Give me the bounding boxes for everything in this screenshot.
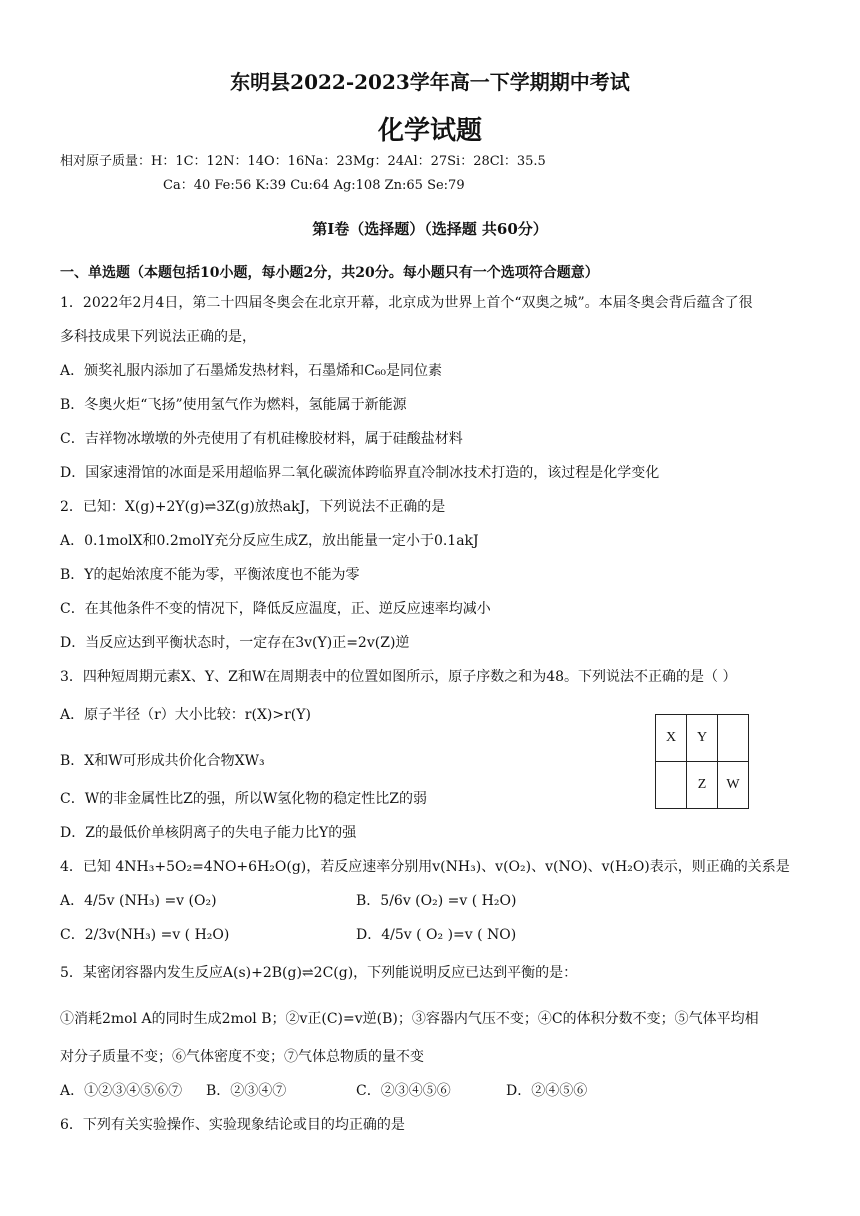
section-title: 第Ⅰ卷（选择题）（选择题 共60分） bbox=[312, 220, 548, 238]
pt-cell: W bbox=[718, 762, 749, 809]
q5-stem-line-1: 5．某密闭容器内发生反应A(s)+2B(g)⇌2C(g)，下列能说明反应已达到平衡的是： bbox=[60, 965, 578, 981]
pt-cell bbox=[656, 762, 687, 809]
q2-option-c: C．在其他条件不变的情况下，降低反应温度，正、逆反应速率均减小 bbox=[60, 601, 491, 617]
q5-stem-line-2: ①消耗2mol A的同时生成2mol B；②v正(C)=v逆(B)；③容器内气压不变；④C的体积分数不变；⑤气体平均相 bbox=[60, 1011, 759, 1027]
q4-option-d: D．4/5v ( O₂ )=v ( NO) bbox=[356, 927, 517, 943]
q3-option-b: B．X和W可形成共价化合物XW₃ bbox=[60, 753, 265, 769]
q4-option-c: C．2/3v(NH₃) =v ( H₂O) bbox=[60, 927, 230, 943]
atomic-mass-line-1: 相对原子质量：H：1C：12N：14O：16Na：23Mg：24Al：27Si：28Cl：35.5 bbox=[60, 154, 546, 169]
periodic-table-fragment bbox=[655, 714, 749, 809]
q4-option-a: A．4/5v (NH₃) =v (O₂) bbox=[60, 893, 217, 909]
q1-option-b: B．冬奥火炬“飞扬”使用氢气作为燃料，氢能属于新能源 bbox=[60, 397, 407, 413]
q3-stem: 3．四种短周期元素X、Y、Z和W在周期表中的位置如图所示，原子序数之和为48。下列说法不正确的是（ ） bbox=[60, 669, 737, 685]
exam-title: 东明县2022-2023学年高一下学期期中考试 bbox=[230, 70, 630, 94]
q6-stem: 6．下列有关实验操作、实验现象结论或目的均正确的是 bbox=[60, 1117, 405, 1133]
q5-option-d: D．②④⑤⑥ bbox=[506, 1083, 588, 1099]
q1-stem-line-2: 多科技成果下列说法正确的是， bbox=[60, 329, 256, 345]
q2-option-a: A．0.1molX和0.2molY充分反应生成Z，放出能量一定小于0.1akJ bbox=[60, 533, 479, 549]
q5-option-b: B．②③④⑦ bbox=[206, 1083, 287, 1099]
part-heading: 一、单选题（本题包括10小题，每小题2分，共20分。每小题只有一个选项符合题意） bbox=[60, 265, 599, 281]
q4-stem: 4．已知 4NH₃+5O₂=4NO+6H₂O(g)，若反应速率分别用v(NH₃)、v(O₂)、v(NO)、v(H₂O)表示，则正确的关系是 bbox=[60, 859, 790, 875]
q5-stem-line-3: 对分子质量不变；⑥气体密度不变；⑦气体总物质的量不变 bbox=[60, 1049, 424, 1065]
q1-option-d: D．国家速滑馆的冰面是采用超临界二氧化碳流体跨临界直冷制冰技术打造的，该过程是化学变化 bbox=[60, 465, 660, 481]
q5-option-a: A．①②③④⑤⑥⑦ bbox=[60, 1083, 183, 1099]
pt-cell: Z bbox=[687, 762, 718, 809]
pt-cell: Y bbox=[687, 715, 718, 762]
q2-option-b: B．Y的起始浓度不能为零，平衡浓度也不能为零 bbox=[60, 567, 360, 583]
pt-cell: X bbox=[656, 715, 687, 762]
q1-stem-line-1: 1．2022年2月4日，第二十四届冬奥会在北京开幕，北京成为世界上首个“双奥之城”。本届冬奥会背后蕴含了很 bbox=[60, 295, 753, 311]
subject-title: 化学试题 bbox=[377, 116, 482, 146]
q3-option-c: C．W的非金属性比Z的强，所以W氢化物的稳定性比Z的弱 bbox=[60, 791, 427, 807]
q5-option-c: C．②③④⑤⑥ bbox=[356, 1083, 451, 1099]
pt-cell bbox=[718, 715, 749, 762]
q2-stem: 2．已知：X(g)+2Y(g)⇌3Z(g)放热akJ，下列说法不正确的是 bbox=[60, 499, 446, 515]
atomic-mass-line-2: Ca：40 Fe:56 K:39 Cu:64 Ag:108 Zn:65 Se:79 bbox=[163, 178, 465, 193]
q3-option-d: D．Z的最低价单核阴离子的失电子能力比Y的强 bbox=[60, 825, 357, 841]
q3-option-a: A．原子半径（r）大小比较：r(X)>r(Y) bbox=[60, 707, 311, 723]
q1-option-a: A．颁奖礼服内添加了石墨烯发热材料，石墨烯和C₆₀是同位素 bbox=[60, 363, 443, 379]
q1-option-c: C．吉祥物冰墩墩的外壳使用了有机硅橡胶材料，属于硅酸盐材料 bbox=[60, 431, 463, 447]
q4-option-b: B．5/6v (O₂) =v ( H₂O) bbox=[356, 893, 517, 909]
q2-option-d: D．当反应达到平衡状态时，一定存在3v(Y)正=2v(Z)逆 bbox=[60, 635, 410, 651]
